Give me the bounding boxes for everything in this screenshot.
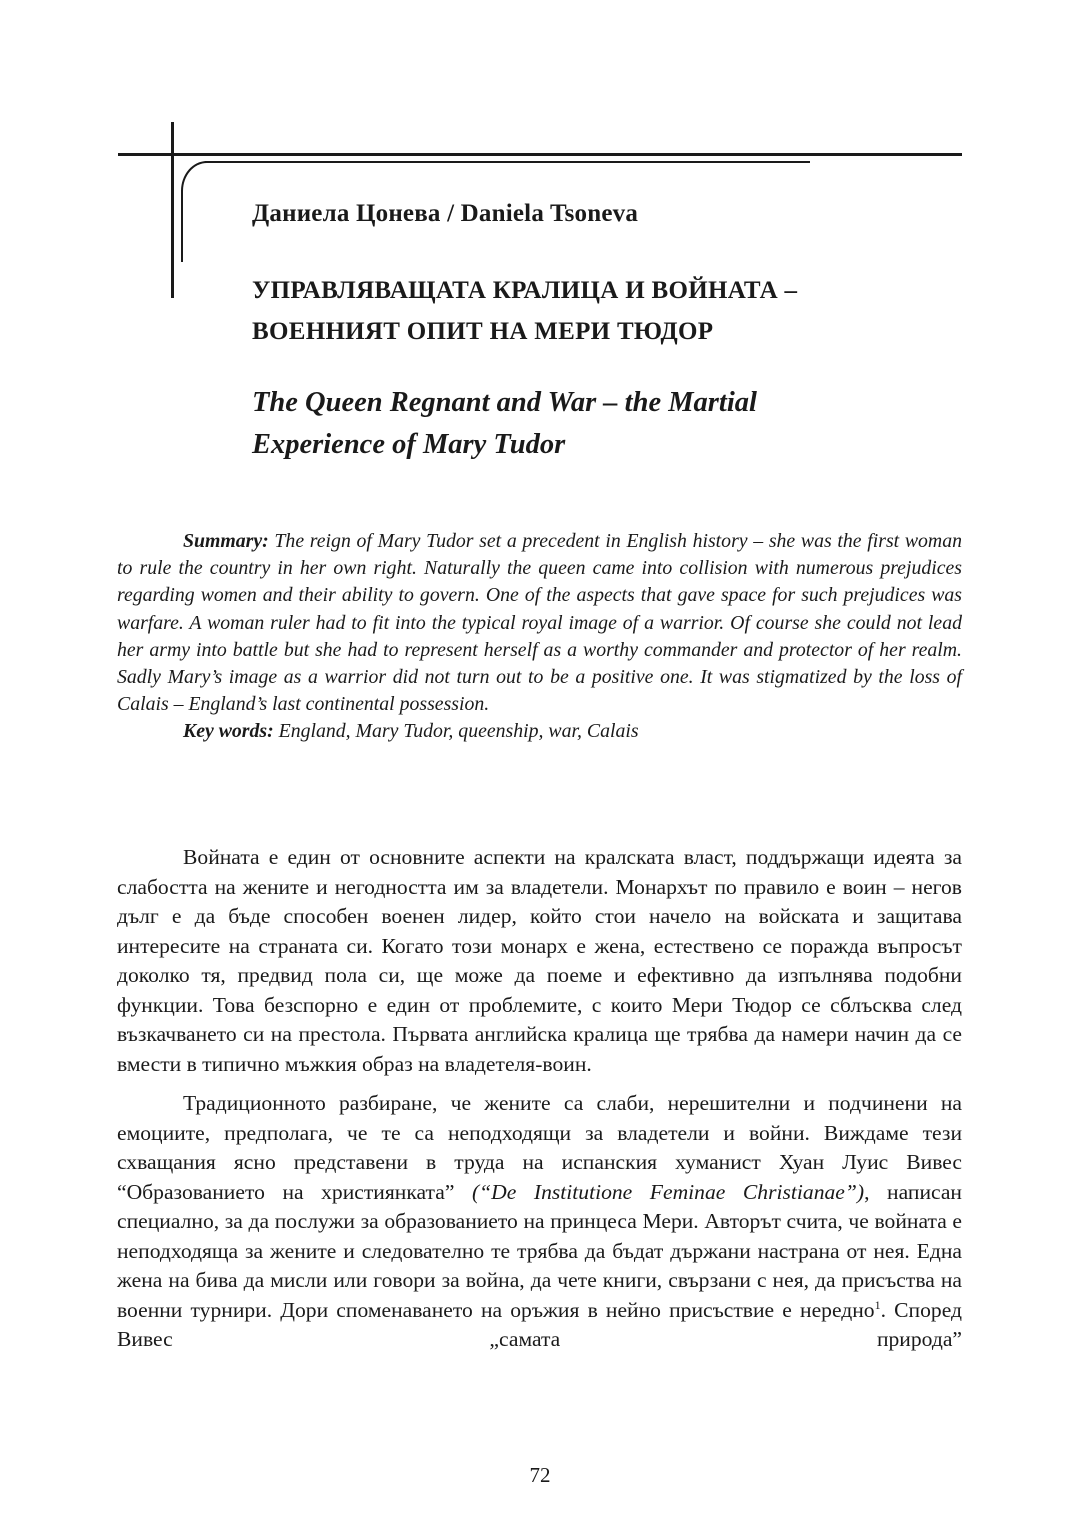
header-rule-top bbox=[118, 153, 962, 156]
title-english-line-2: Experience of Mary Tudor bbox=[252, 429, 566, 460]
title-bulgarian bbox=[252, 270, 972, 352]
summary-label: Summary: bbox=[183, 530, 269, 552]
summary-paragraph bbox=[117, 528, 962, 718]
header-rule-curve bbox=[181, 161, 207, 191]
body-text bbox=[117, 843, 962, 1355]
summary-text: The reign of Mary Tudor set a precedent in English history – she was the first woman to rule the country in her own right. Naturally the queen came into collision with numerous prejudices regarding women and their ability to govern. One of the aspects that gave space for such prejudices was warfare. A woman ruler had to fit into the typical royal image of a warrior. Of course she could not lead her army into battle but she had to represent herself as a worthy commander and protector of her realm. Sadly Mary’s image as a warrior did not turn out to be a positive one. It was stigmatized by the loss of Calais – England’s last continental possession. bbox=[117, 530, 962, 716]
body-paragraph-2-part-3: . Според Вивес „самата природа” bbox=[117, 1297, 962, 1351]
header-rule-inner bbox=[205, 161, 810, 163]
body-paragraph-2 bbox=[117, 1089, 962, 1355]
page-number: 72 bbox=[529, 1463, 551, 1487]
title-bulgarian-line-2: ВОЕННИЯТ ОПИТ НА МЕРИ ТЮДОР bbox=[252, 318, 714, 345]
header-rule-left bbox=[171, 122, 174, 298]
title-bulgarian-line-1: УПРАВЛЯВАЩАТА КРАЛИЦА И ВОЙНАТА – bbox=[252, 277, 798, 304]
author-name: Даниела Цонева / Daniela Tsoneva bbox=[252, 200, 639, 227]
footnote-reference[interactable]: 1 bbox=[874, 1297, 881, 1312]
title-english bbox=[252, 382, 972, 466]
body-paragraph-2-part-2: , написан специално, за да послужи за образованието на принцеса Мери. Авторът счита, че войната е неподходяща за жените и следователно те трябва да бъдат държани настрана от нея. Една жена на бива да мисли или говори за война, да чете книги, свързани с нея, да присъства на военни турнири. Дори споменаването на оръжия в нейно присъствие е нередно bbox=[117, 1179, 962, 1322]
title-english-line-1: The Queen Regnant and War – the Martial bbox=[252, 387, 757, 418]
body-paragraph-1: Войната е един от основните аспекти на кралската власт, поддържащи идеята за слабостта на жените и негодността им за владетели. Монархът по правило е воин – негов дълг е да бъде способен военен лидер, който стои начело на войската и защитава интересите на страната си. Когато този монарх е жена, естествено се поражда въпросът доколко тя, предвид пола си, ще може да поеме и ефективно да изпълнява подобни функции. Това безспорно е един от проблемите, с които Мери Тюдор се сблъсква след възкачването си на престола. Първата английска кралица ще трябва да намери начин да се вмести в типично мъжкия образ на владетеля-воин. bbox=[117, 845, 962, 1076]
header-rule-inner-vertical bbox=[181, 190, 183, 262]
keywords-paragraph bbox=[117, 718, 962, 745]
keywords-text: England, Mary Tudor, queenship, war, Calais bbox=[273, 720, 639, 743]
latin-title: (“De Institutione Feminae Christianae”) bbox=[471, 1179, 865, 1204]
abstract bbox=[117, 528, 962, 746]
keywords-label: Key words: bbox=[183, 720, 274, 743]
body-paragraph-2-part-1: Традиционното разбиране, че жените са слаби, нерешителни и подчинени на емоциите, предполага, че те са неподходящи за владетели и войни. Виждаме тези схващания ясно представени в труда на испанския хуманист Хуан Луис Вивес “Образованието на християнката” bbox=[117, 1091, 962, 1204]
